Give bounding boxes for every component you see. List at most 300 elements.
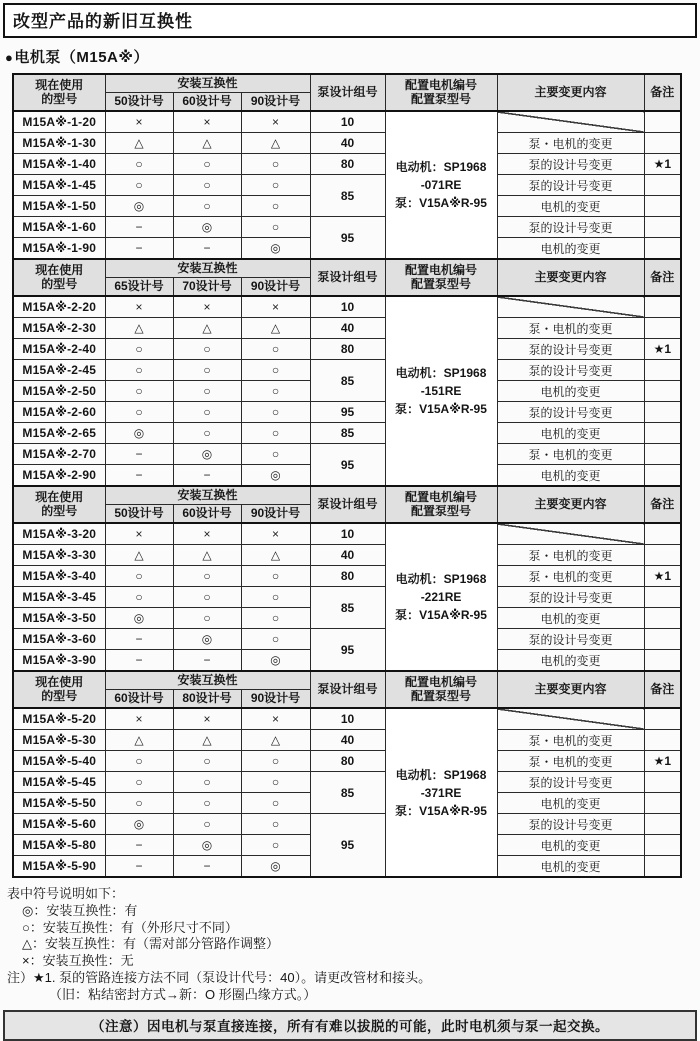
compat-symbol-cell: △: [105, 545, 173, 566]
legend-line: △：安装互换性：有（需对部分管路作调整）: [22, 936, 279, 952]
remark-cell: [644, 217, 681, 238]
model-cell: M15A※-5-60: [13, 814, 105, 835]
compat-symbol-cell: ×: [173, 296, 241, 318]
bullet-icon: ●: [5, 50, 14, 65]
compatibility-table: [12, 73, 682, 878]
remark-cell: [644, 111, 681, 133]
compat-symbol-cell: −: [105, 856, 173, 878]
table-header-row: [13, 486, 681, 505]
remark-cell: [644, 730, 681, 751]
change-cell: 泵的设计号变更: [497, 402, 644, 423]
change-cell: 电机的变更: [497, 835, 644, 856]
compat-symbol-cell: ×: [105, 523, 173, 545]
compat-symbol-cell: ×: [105, 296, 173, 318]
col-header-model: [13, 671, 105, 708]
compat-symbol-cell: ○: [241, 175, 310, 196]
col-header-motor: [385, 671, 497, 708]
table-header-row: [13, 671, 681, 690]
section-heading: [5, 46, 697, 67]
col-header-model: [13, 74, 105, 111]
table-header-row: [13, 74, 681, 93]
model-cell: M15A※-5-50: [13, 793, 105, 814]
compat-symbol-cell: ○: [173, 196, 241, 217]
compat-symbol-cell: ○: [241, 566, 310, 587]
compat-symbol-cell: ○: [241, 772, 310, 793]
group-cell: 85: [310, 587, 385, 629]
table-row: [13, 814, 681, 835]
remark-cell: [644, 523, 681, 545]
col-header-design: 70设计号: [173, 278, 241, 297]
col-header-group: 泵设计组号: [310, 74, 385, 111]
model-cell: M15A※-3-60: [13, 629, 105, 650]
compat-symbol-cell: △: [105, 730, 173, 751]
compat-symbol-cell: ○: [105, 566, 173, 587]
compat-symbol-cell: −: [105, 217, 173, 238]
compat-symbol-cell: △: [173, 133, 241, 154]
motor-cell: [385, 296, 497, 486]
group-cell: 40: [310, 730, 385, 751]
compat-symbol-cell: ○: [105, 175, 173, 196]
compat-symbol-cell: ◎: [241, 650, 310, 672]
col-header-remark: 备注: [644, 486, 681, 523]
col-header-model: [13, 259, 105, 296]
compat-symbol-cell: ◎: [241, 465, 310, 487]
col-header-changes: 主要变更内容: [497, 671, 644, 708]
col-header-compat: 安装互换性: [105, 671, 310, 690]
table-row: [13, 545, 681, 566]
model-cell: M15A※-1-20: [13, 111, 105, 133]
section-heading-label: 电机泵（M15A※）: [14, 49, 149, 66]
remark-cell: ★1: [644, 751, 681, 772]
legend-note-continued: （旧：粘结密封方式→新：O 形圈凸缘方式。）: [49, 986, 317, 1002]
change-cell: 泵・电机的变更: [497, 751, 644, 772]
compat-symbol-cell: ◎: [241, 856, 310, 878]
change-cell: 泵的设计号变更: [497, 339, 644, 360]
compat-symbol-cell: ◎: [105, 423, 173, 444]
compat-symbol-cell: ○: [241, 402, 310, 423]
diagonal-cell: [497, 523, 644, 545]
change-cell: 泵・电机的变更: [497, 730, 644, 751]
model-cell: M15A※-2-45: [13, 360, 105, 381]
group-cell: 10: [310, 296, 385, 318]
remark-cell: [644, 360, 681, 381]
remark-cell: [644, 793, 681, 814]
compat-symbol-cell: −: [105, 238, 173, 260]
group-cell: 85: [310, 360, 385, 402]
group-cell: 40: [310, 545, 385, 566]
model-cell: M15A※-2-65: [13, 423, 105, 444]
remark-cell: [644, 772, 681, 793]
motor-line: 电动机：SP1968: [395, 767, 487, 782]
remark-cell: [644, 608, 681, 629]
compat-symbol-cell: ○: [241, 196, 310, 217]
table-row: [13, 587, 681, 608]
compat-symbol-cell: ○: [173, 175, 241, 196]
legend-line: ×：安装互换性：无: [22, 953, 134, 969]
col-header-motor-line1: 配置电机编号: [405, 674, 478, 689]
model-cell: M15A※-3-20: [13, 523, 105, 545]
compat-symbol-cell: ○: [241, 360, 310, 381]
compat-symbol-cell: ○: [173, 608, 241, 629]
compat-symbol-cell: ○: [105, 402, 173, 423]
model-cell: M15A※-2-60: [13, 402, 105, 423]
table-row: [13, 402, 681, 423]
group-cell: 80: [310, 339, 385, 360]
group-cell: 40: [310, 318, 385, 339]
col-header-group: 泵设计组号: [310, 486, 385, 523]
group-cell: 10: [310, 111, 385, 133]
col-header-remark: 备注: [644, 259, 681, 296]
compat-symbol-cell: ○: [173, 154, 241, 175]
table-row: [13, 708, 681, 730]
change-cell: 泵的设计号变更: [497, 772, 644, 793]
table-row: [13, 339, 681, 360]
compat-symbol-cell: △: [173, 318, 241, 339]
legend-items: [7, 903, 697, 970]
model-cell: M15A※-3-40: [13, 566, 105, 587]
compat-symbol-cell: ○: [173, 751, 241, 772]
remark-cell: [644, 629, 681, 650]
compat-symbol-cell: −: [173, 650, 241, 672]
remark-cell: ★1: [644, 566, 681, 587]
change-cell: 电机的变更: [497, 793, 644, 814]
remark-cell: ★1: [644, 339, 681, 360]
motor-line: 电动机：SP1968: [395, 572, 487, 586]
change-cell: 电机的变更: [497, 650, 644, 672]
col-header-remark: 备注: [644, 671, 681, 708]
compat-symbol-cell: −: [105, 444, 173, 465]
change-cell: 泵的设计号变更: [497, 154, 644, 175]
change-cell: 泵的设计号变更: [497, 175, 644, 196]
model-cell: M15A※-1-45: [13, 175, 105, 196]
col-header-model-line2: 的型号: [41, 688, 78, 703]
remark-cell: [644, 545, 681, 566]
motor-line: -071RE: [420, 178, 462, 192]
group-cell: 10: [310, 708, 385, 730]
compat-symbol-cell: ○: [173, 566, 241, 587]
col-header-model-line1: 现在使用: [35, 262, 84, 277]
change-cell: 泵・电机的变更: [497, 133, 644, 154]
compat-symbol-cell: −: [173, 238, 241, 260]
legend: [7, 886, 697, 1004]
col-header-motor: [385, 486, 497, 523]
col-header-model: [13, 486, 105, 523]
diagonal-cell: [497, 111, 644, 133]
table-row: [13, 360, 681, 381]
remark-cell: [644, 587, 681, 608]
change-cell: 电机的变更: [497, 238, 644, 260]
table-row: [13, 296, 681, 318]
remark-cell: [644, 318, 681, 339]
model-cell: M15A※-1-90: [13, 238, 105, 260]
compat-symbol-cell: △: [241, 545, 310, 566]
col-header-model-line1: 现在使用: [35, 489, 84, 504]
compat-symbol-cell: ×: [173, 523, 241, 545]
change-cell: 电机的变更: [497, 465, 644, 487]
compat-symbol-cell: ○: [241, 793, 310, 814]
compat-symbol-cell: ○: [173, 793, 241, 814]
compat-symbol-cell: ○: [241, 629, 310, 650]
col-header-design: 90设计号: [241, 505, 310, 524]
remark-cell: ★1: [644, 154, 681, 175]
group-cell: 95: [310, 629, 385, 672]
change-cell: 电机的变更: [497, 856, 644, 878]
legend-intro: 表中符号说明如下：: [7, 886, 125, 901]
compat-symbol-cell: ○: [105, 793, 173, 814]
col-header-motor: [385, 74, 497, 111]
model-cell: M15A※-5-30: [13, 730, 105, 751]
change-cell: 电机的变更: [497, 608, 644, 629]
col-header-motor: [385, 259, 497, 296]
page-title: 改型产品的新旧互换性: [3, 3, 697, 38]
table-row: [13, 111, 681, 133]
model-cell: M15A※-1-60: [13, 217, 105, 238]
compat-symbol-cell: ○: [105, 339, 173, 360]
table-row: [13, 444, 681, 465]
change-cell: 泵的设计号变更: [497, 217, 644, 238]
model-cell: M15A※-1-40: [13, 154, 105, 175]
table-row: [13, 175, 681, 196]
compat-symbol-cell: ○: [105, 154, 173, 175]
compat-symbol-cell: ○: [241, 381, 310, 402]
diagonal-cell: [497, 708, 644, 730]
legend-line: ○：安装互换性：有（外形尺寸不同）: [22, 919, 238, 935]
col-header-model-line2: 的型号: [41, 91, 78, 106]
group-cell: 80: [310, 751, 385, 772]
compat-symbol-cell: ○: [173, 402, 241, 423]
col-header-compat: 安装互换性: [105, 74, 310, 93]
group-cell: 95: [310, 814, 385, 878]
diagonal-cell: [497, 296, 644, 318]
model-cell: M15A※-3-45: [13, 587, 105, 608]
model-cell: M15A※-2-70: [13, 444, 105, 465]
compat-symbol-cell: ○: [241, 154, 310, 175]
col-header-design: 50设计号: [105, 505, 173, 524]
compat-symbol-cell: ○: [173, 772, 241, 793]
compat-symbol-cell: −: [105, 629, 173, 650]
compat-symbol-cell: −: [173, 465, 241, 487]
compat-symbol-cell: ○: [241, 751, 310, 772]
compat-symbol-cell: ○: [105, 381, 173, 402]
col-header-changes: 主要变更内容: [497, 259, 644, 296]
model-cell: M15A※-2-30: [13, 318, 105, 339]
compat-symbol-cell: ○: [241, 587, 310, 608]
group-cell: 85: [310, 423, 385, 444]
compat-symbol-cell: ○: [173, 814, 241, 835]
compat-symbol-cell: ○: [241, 608, 310, 629]
col-header-motor-line1: 配置电机编号: [405, 489, 478, 504]
table-row: [13, 566, 681, 587]
compat-symbol-cell: ◎: [241, 238, 310, 260]
compat-symbol-cell: ×: [241, 523, 310, 545]
table-row: [13, 751, 681, 772]
compat-symbol-cell: ○: [105, 587, 173, 608]
remark-cell: [644, 814, 681, 835]
model-cell: M15A※-5-45: [13, 772, 105, 793]
compat-symbol-cell: △: [173, 730, 241, 751]
motor-cell: [385, 523, 497, 671]
compat-symbol-cell: △: [173, 545, 241, 566]
compat-symbol-cell: ○: [173, 587, 241, 608]
col-header-compat: 安装互换性: [105, 259, 310, 278]
remark-cell: [644, 381, 681, 402]
col-header-design: 90设计号: [241, 93, 310, 112]
compat-symbol-cell: ○: [173, 381, 241, 402]
compat-symbol-cell: ○: [105, 360, 173, 381]
compat-symbol-cell: ×: [105, 708, 173, 730]
compat-symbol-cell: −: [173, 856, 241, 878]
remark-cell: [644, 444, 681, 465]
col-header-design: 90设计号: [241, 690, 310, 709]
remark-cell: [644, 296, 681, 318]
compat-symbol-cell: ×: [173, 111, 241, 133]
col-header-design: 65设计号: [105, 278, 173, 297]
table-row: [13, 772, 681, 793]
col-header-design: 60设计号: [173, 93, 241, 112]
compat-symbol-cell: ◎: [105, 608, 173, 629]
model-cell: M15A※-1-50: [13, 196, 105, 217]
remark-cell: [644, 402, 681, 423]
col-header-model-line1: 现在使用: [35, 77, 84, 92]
motor-line: -151RE: [420, 384, 462, 398]
compat-symbol-cell: △: [105, 318, 173, 339]
col-header-model-line2: 的型号: [41, 276, 78, 291]
compat-symbol-cell: △: [241, 133, 310, 154]
model-cell: M15A※-1-30: [13, 133, 105, 154]
table-header-row: [13, 259, 681, 278]
motor-line: 泵：V15A※R-95: [395, 803, 487, 818]
model-cell: M15A※-2-40: [13, 339, 105, 360]
col-header-motor-line1: 配置电机编号: [405, 262, 478, 277]
compat-symbol-cell: −: [105, 835, 173, 856]
compat-symbol-cell: ◎: [173, 444, 241, 465]
compat-symbol-cell: ○: [105, 772, 173, 793]
compat-symbol-cell: ○: [173, 423, 241, 444]
compat-symbol-cell: ◎: [105, 814, 173, 835]
group-cell: 95: [310, 217, 385, 260]
compat-symbol-cell: ×: [173, 708, 241, 730]
group-cell: 80: [310, 566, 385, 587]
remark-cell: [644, 423, 681, 444]
compat-symbol-cell: −: [105, 650, 173, 672]
change-cell: 泵的设计号变更: [497, 360, 644, 381]
legend-line: ◎：安装互换性：有: [22, 902, 138, 918]
col-header-motor-line2: 配置泵型号: [411, 688, 472, 703]
change-cell: 泵的设计号变更: [497, 814, 644, 835]
compat-symbol-cell: ◎: [173, 217, 241, 238]
table-row: [13, 423, 681, 444]
model-cell: M15A※-5-40: [13, 751, 105, 772]
compat-symbol-cell: ○: [173, 360, 241, 381]
group-cell: 80: [310, 154, 385, 175]
motor-line: -221RE: [420, 590, 462, 604]
table-row: [13, 154, 681, 175]
col-header-changes: 主要变更内容: [497, 486, 644, 523]
model-cell: M15A※-5-90: [13, 856, 105, 878]
compat-symbol-cell: △: [105, 133, 173, 154]
remark-cell: [644, 835, 681, 856]
remark-cell: [644, 650, 681, 672]
model-cell: M15A※-5-20: [13, 708, 105, 730]
change-cell: 泵的设计号变更: [497, 629, 644, 650]
legend-note: 注）★1. 泵的管路连接方法不同（泵设计代号：40）。请更改管材和接头。: [7, 969, 432, 985]
change-cell: 泵・电机的变更: [497, 566, 644, 587]
model-cell: M15A※-3-90: [13, 650, 105, 672]
compat-symbol-cell: △: [241, 318, 310, 339]
change-cell: 泵・电机的变更: [497, 444, 644, 465]
motor-line: 泵：V15A※R-95: [395, 608, 487, 622]
col-header-design: 60设计号: [105, 690, 173, 709]
col-header-motor-line2: 配置泵型号: [411, 503, 472, 518]
compat-symbol-cell: ◎: [173, 835, 241, 856]
table-row: [13, 133, 681, 154]
group-cell: 10: [310, 523, 385, 545]
model-cell: M15A※-3-50: [13, 608, 105, 629]
compat-symbol-cell: ○: [241, 444, 310, 465]
col-header-design: 60设计号: [173, 505, 241, 524]
col-header-motor-line2: 配置泵型号: [411, 91, 472, 106]
remark-cell: [644, 238, 681, 260]
compat-symbol-cell: △: [241, 730, 310, 751]
col-header-design: 50设计号: [105, 93, 173, 112]
remark-cell: [644, 175, 681, 196]
remark-cell: [644, 856, 681, 878]
table-row: [13, 318, 681, 339]
group-cell: 95: [310, 402, 385, 423]
col-header-motor-line2: 配置泵型号: [411, 276, 472, 291]
col-header-group: 泵设计组号: [310, 259, 385, 296]
compat-symbol-cell: ×: [241, 708, 310, 730]
remark-cell: [644, 133, 681, 154]
change-cell: 泵・电机的变更: [497, 318, 644, 339]
change-cell: 泵的设计号变更: [497, 587, 644, 608]
motor-line: 泵：V15A※R-95: [395, 196, 487, 210]
col-header-compat: 安装互换性: [105, 486, 310, 505]
compat-symbol-cell: ○: [241, 423, 310, 444]
remark-cell: [644, 196, 681, 217]
col-header-motor-line1: 配置电机编号: [405, 77, 478, 92]
compat-symbol-cell: ×: [241, 296, 310, 318]
compat-symbol-cell: ×: [105, 111, 173, 133]
col-header-model-line2: 的型号: [41, 503, 78, 518]
change-cell: 泵・电机的变更: [497, 545, 644, 566]
model-cell: M15A※-2-50: [13, 381, 105, 402]
remark-cell: [644, 465, 681, 487]
table-row: [13, 629, 681, 650]
motor-cell: [385, 708, 497, 877]
table-row: [13, 523, 681, 545]
model-cell: M15A※-3-30: [13, 545, 105, 566]
group-cell: 40: [310, 133, 385, 154]
compat-symbol-cell: ◎: [105, 196, 173, 217]
col-header-design: 80设计号: [173, 690, 241, 709]
motor-line: 泵：V15A※R-95: [395, 402, 487, 416]
model-cell: M15A※-2-20: [13, 296, 105, 318]
group-cell: 95: [310, 444, 385, 487]
table-row: [13, 730, 681, 751]
compat-symbol-cell: ×: [241, 111, 310, 133]
col-header-design: 90设计号: [241, 278, 310, 297]
compat-symbol-cell: ○: [105, 751, 173, 772]
table-row: [13, 217, 681, 238]
compat-symbol-cell: ○: [241, 835, 310, 856]
compat-symbol-cell: ○: [241, 217, 310, 238]
col-header-model-line1: 现在使用: [35, 674, 84, 689]
motor-line: 电动机：SP1968: [395, 160, 487, 174]
motor-line: -371RE: [420, 785, 462, 800]
motor-cell: [385, 111, 497, 259]
motor-line: 电动机：SP1968: [395, 366, 487, 380]
